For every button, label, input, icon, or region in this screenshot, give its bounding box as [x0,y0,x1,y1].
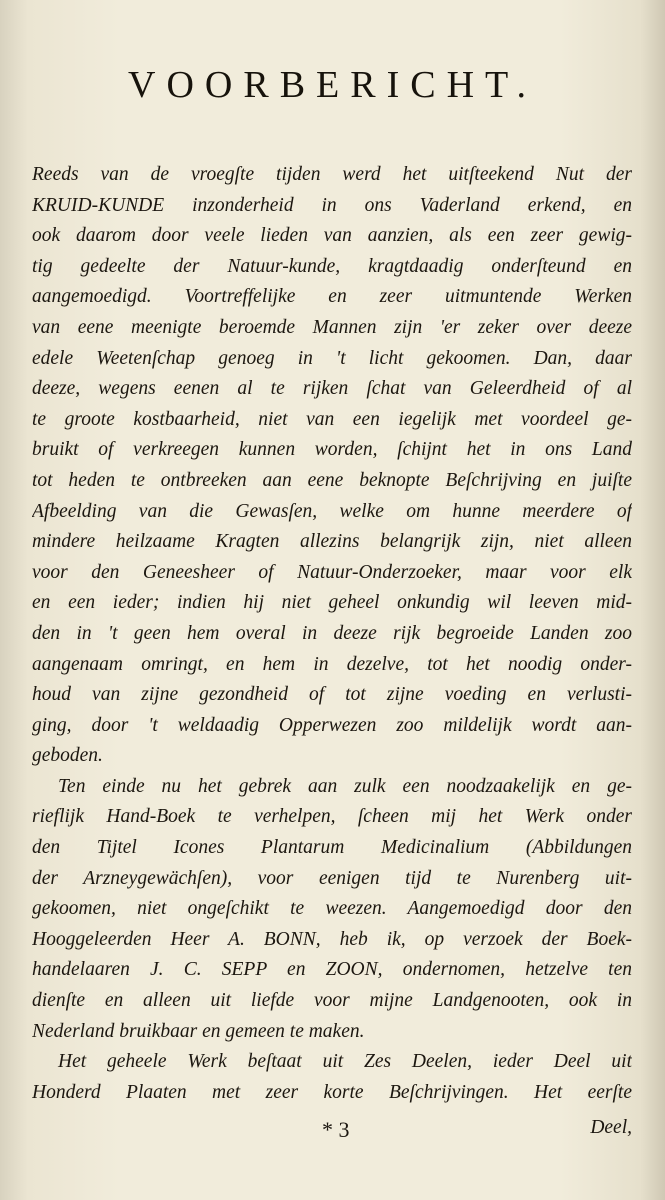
text-line: houd van zijne gezondheid of tot zijne voeding en verlusti- [32,684,632,706]
signature-mark: * 3 [322,1117,350,1142]
text-line: rieflijk Hand-Boek te verhelpen, ſcheen mij het Werk onder [32,806,632,828]
text-line: tot heden te ontbreeken aan eene beknopte Beſchrijving en juiſte [32,469,632,491]
text-line: KRUID-KUNDE inzonderheid in ons Vaderland erkend, en [32,194,632,216]
text-line: ook daarom door veele lieden van aanzien, als een zeer gewig- [32,225,632,247]
text-line: te groote kostbaarheid, niet van een iegelijk met voordeel ge- [32,408,632,430]
text-line: Honderd Plaaten met zeer korte Beſchrijvingen. Het eerſte [32,1081,632,1103]
text-line: en een ieder; indien hij niet geheel onkundig wil leeven mid- [32,592,632,614]
text-line: Nederland bruikbaar en gemeen te maken. [32,1020,365,1042]
text-line: ging, door 't weldaadig Opperwezen zoo mildelijk wordt aan- [32,714,632,736]
text-line: dienſte en alleen uit liefde voor mijne Landgenooten, ook in [32,990,632,1012]
text-line: van eene meenigte beroemde Mannen zijn 'er zeker over deeze [32,316,632,338]
text-line: Reeds van de vroegſte tijden werd het uitſteekend Nut der [32,164,632,185]
text-line: den Tijtel Icones Plantarum Medicinalium (Abbildungen [32,837,632,859]
text-line: der Arzneygewächſen), voor eenigen tijd te Nurenberg uit- [32,867,632,889]
text-line: gekoomen, niet ongeſchikt te weezen. Aangemoedigd door den [32,898,632,920]
preface-text [32,160,632,1108]
text-line: handelaaren J. C. SEPP en ZOON, ondernomen, hetzelve ten [32,959,632,981]
catchword: Deel, [590,1117,632,1138]
page-title: VOORBERICHT. [128,64,537,107]
text-line: Hooggeleerden Heer A. BONN, heb ik, op verzoek der Boek- [32,928,632,950]
text-line: Afbeelding van die Gewasſen, welke om hunne meerdere of [32,500,632,522]
text-line: mindere heilzaame Kragten allezins belangrijk zijn, niet alleen [32,531,632,553]
page-footer [32,1117,632,1157]
text-line: aangemoedigd. Voortreffelijke en zeer uitmuntende Werken [32,286,632,308]
text-line: deeze, wegens eenen al te rijken ſchat van Geleerdheid of al [32,378,632,400]
text-line: geboden. [32,745,103,767]
text-line: Het geheele Werk beſtaat uit Zes Deelen, ieder Deel uit [58,1051,632,1073]
text-line: den in 't geen hem overal in deeze rijk begroeide Landen zoo [32,622,632,644]
text-line: Ten einde nu het gebrek aan zulk een noodzaakelijk en ge- [58,775,632,797]
text-line: bruikt of verkreegen kunnen worden, ſchijnt het in ons Land [32,439,632,461]
text-line: tig gedeelte der Natuur-kunde, kragtdaadig onderſteund en [32,255,632,277]
text-line: edele Weetenſchap genoeg in 't licht gekoomen. Dan, daar [32,347,632,369]
text-line: aangenaam omringt, en hem in dezelve, tot het noodig onder- [32,653,632,675]
text-line: voor den Geneesheer of Natuur-Onderzoeker, maar voor elk [32,561,632,583]
